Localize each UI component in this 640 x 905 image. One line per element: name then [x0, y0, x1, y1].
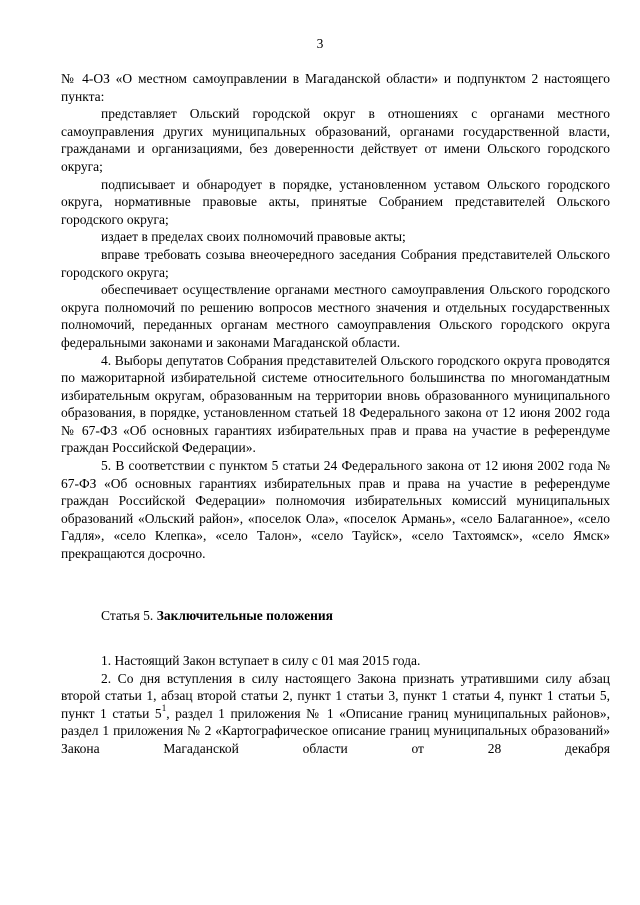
list-item: подписывает и обнародует в порядке, установленном уставом Ольского городского округа, нормативные правовые акты, принятые Собранием представителей Ольского городского округа;: [61, 176, 610, 227]
list-item: обеспечивает осуществление органами местного самоуправления Ольского городского округа полномочий по решению вопросов местного значения и отдельных государственных полномочий, переданных органам местного самоуправления Ольского городского округа федеральными законами и законами Магаданской области.: [61, 282, 610, 350]
article-5-text: [61, 652, 610, 758]
paragraph-point-5: 5. В соответствии с пунктом 5 статьи 24 Федерального закона от 12 июня 2002 года № 67-ФЗ «Об основных гарантиях избирательных прав и права на участие в референдуме граждан Российской Федерации» полномочия избирательных комиссий муниципальных образований «Ольский район», «поселок Ола», «поселок Армань», «село Балаганное», «село Гадля», «село Клепка», «село Талон», «село Тауйск», «село Тахтоямск», «село Ямск» прекращаются досрочно.: [61, 458, 610, 562]
point2-text-start: 2. Со дня вступления в силу настоящего Закона признать утратившими силу абзац второй статьи 1, абзац второй статьи 2, пункт 1 статьи 3, пункт 1 статьи 4, пункт 1 статьи 5, пункт 1 статьи 5: [61, 670, 610, 721]
list-item: издает в пределах своих полномочий правовые акты;: [101, 229, 406, 245]
section-4-text: [61, 70, 610, 563]
list-item: вправе требовать созыва внеочередного заседания Собрания представителей Ольского городского округа;: [61, 246, 610, 280]
article-label: Статья 5.: [101, 608, 154, 623]
superscript: 1: [161, 703, 167, 714]
paragraph-point-4: 4. Выборы депутатов Собрания представителей Ольского городского округа проводятся по мажоритарной избирательной системе относительного большинства по многомандатным избирательным округам, образованным на территории вновь образованного муниципального образования, в порядке, установленном статьей 18 Федерального закона от 12 июня 2002 года № 67-ФЗ «Об основных гарантиях избирательных прав и права на участие в референдуме граждан Российской Федерации».: [61, 352, 610, 456]
article-title: Заключительные положения: [156, 608, 333, 623]
article-5-heading: [101, 608, 333, 624]
point2-text-end: , раздел 1 приложения № 1 «Описание границ муниципальных районов», раздел 1 приложения № 2 «Картографическое описание границ муниципальных образований» Закона Магаданской области от 28 декабря: [61, 705, 611, 756]
paragraph-intro: № 4-ОЗ «О местном самоуправлении в Магаданской области» и подпунктом 2 настоящего пункта:: [61, 71, 610, 104]
list-item: представляет Ольский городской округ в отношениях с органами местного самоуправления других муниципальных образований, органами государственной власти, гражданами и организациями, без доверенности действует от имени Ольского городского округа;: [61, 106, 610, 174]
paragraph-article5-point-2: [61, 670, 610, 758]
paragraph-article5-point-1: 1. Настоящий Закон вступает в силу с 01 мая 2015 года.: [101, 653, 421, 668]
page-number: 3: [316, 36, 324, 51]
